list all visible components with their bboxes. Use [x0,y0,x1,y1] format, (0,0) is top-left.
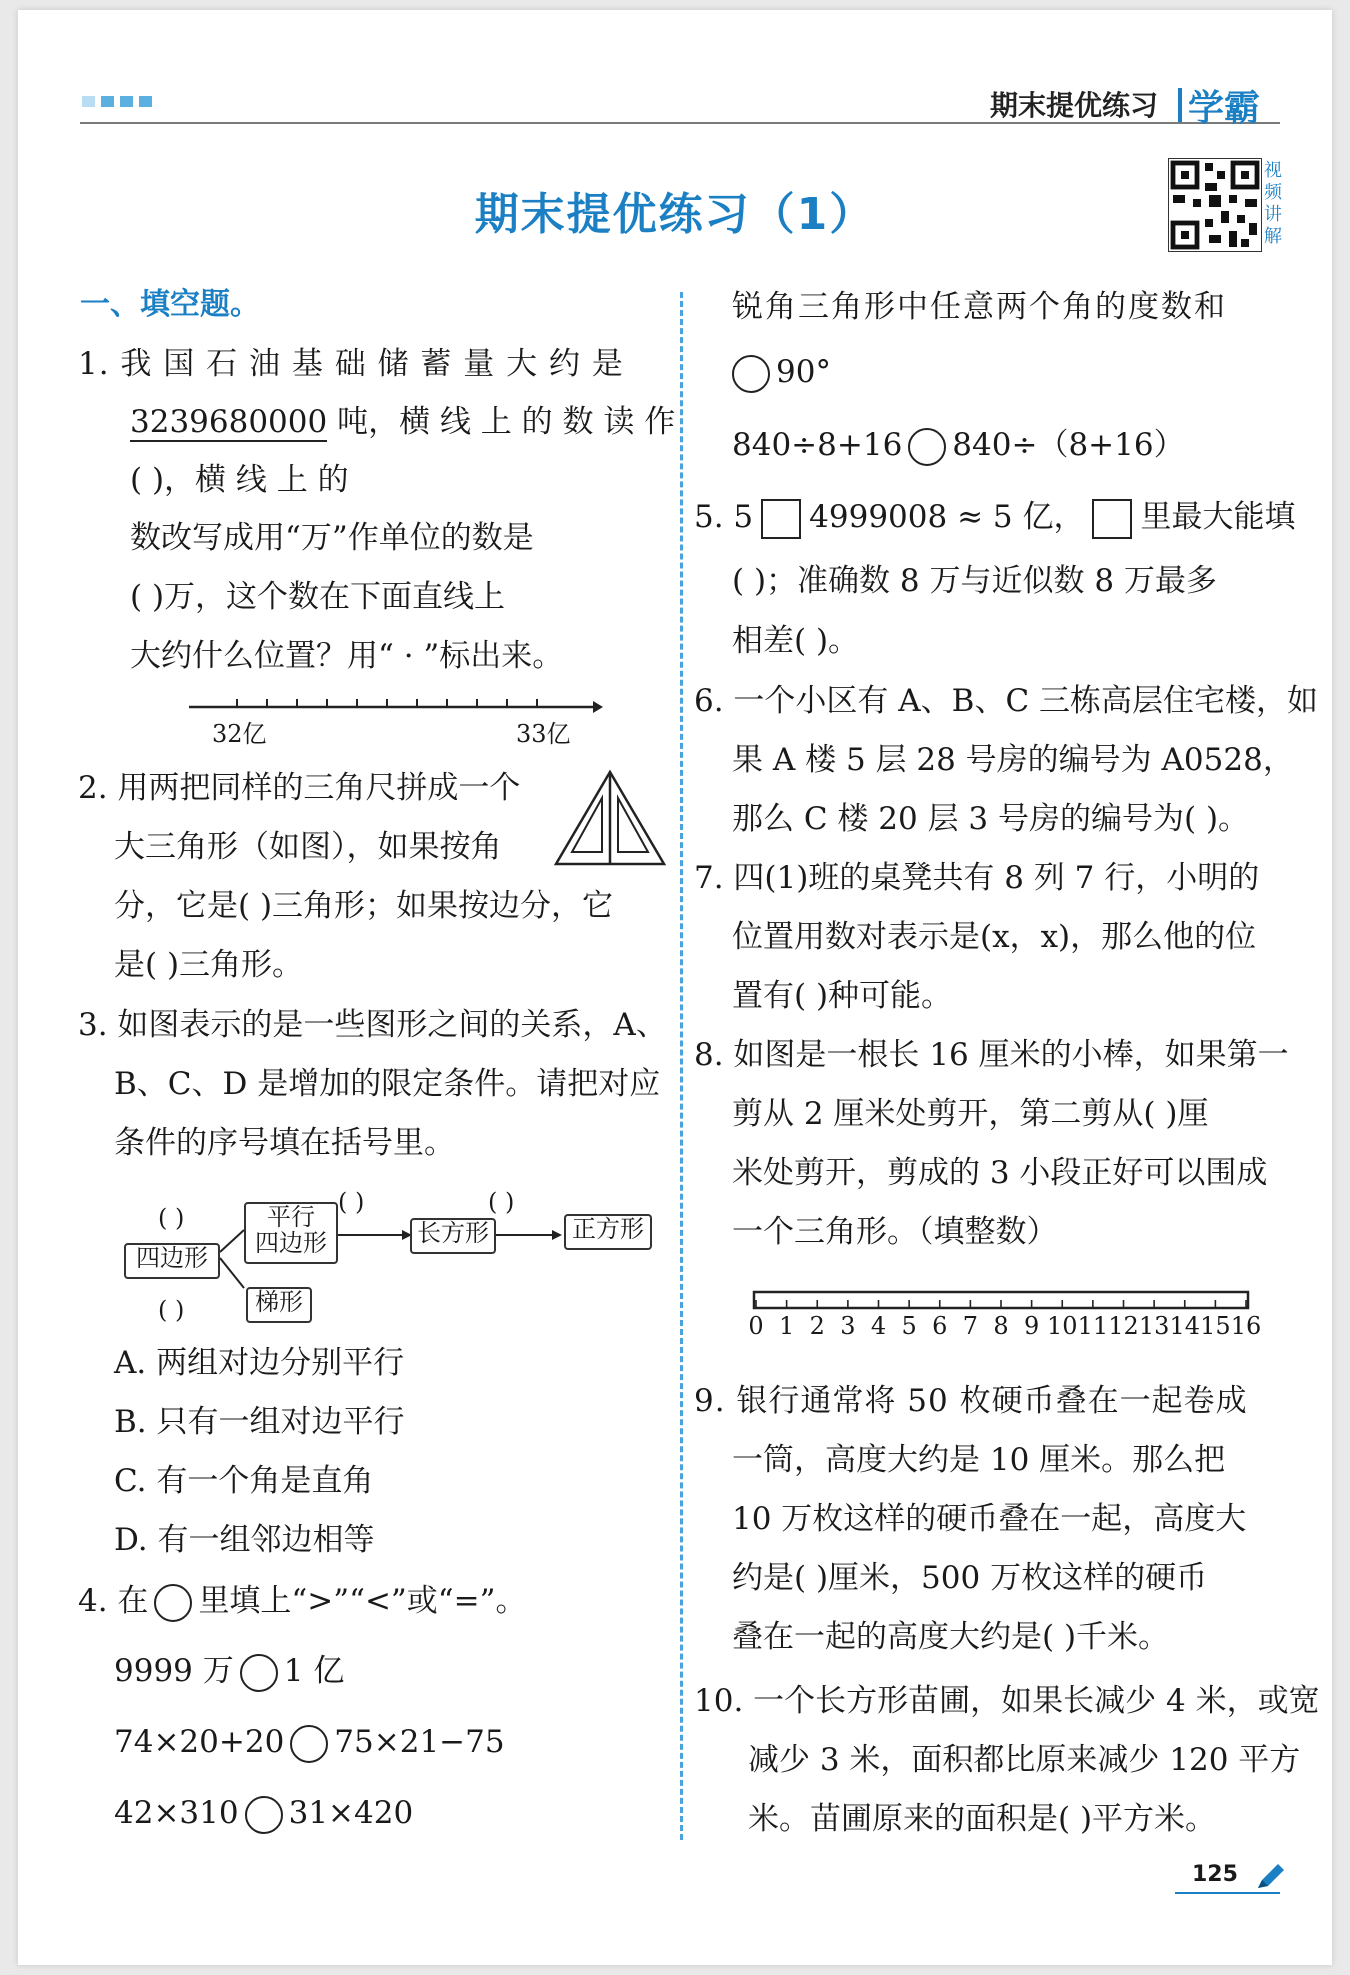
ruler-tick-label: 6 [932,1312,948,1340]
answer-circle[interactable] [290,1725,328,1763]
ruler-tick-label: 9 [1023,1312,1040,1340]
box-parallelogram-line1: 平行 [267,1203,315,1231]
q4-r3-right: 31×420 [288,1795,414,1831]
q9-line4: 约是( )厘米，500 万枚这样的硬币 [732,1560,1208,1596]
q9-line1: 9. 银行通常将 50 枚硬币叠在一起卷成 [694,1383,1248,1419]
q2-line4: 是( )三角形。 [114,947,304,983]
q8-line1: 8. 如图是一根长 16 厘米的小棒，如果第一 [694,1037,1289,1073]
ruler-tick-label: 11 [1077,1312,1109,1340]
q4-row2 [114,1722,505,1763]
q3-option-b: B. 只有一组对边平行 [114,1404,405,1440]
q4-cont-line3 [732,425,1185,466]
axis-label-right: 33亿 [516,720,571,748]
q1-line2 [130,402,675,442]
pencil-icon [1252,1862,1286,1892]
box-quadrilateral: 四边形 [124,1243,220,1279]
answer-circle[interactable] [732,355,770,393]
q4-cont-line2 [732,352,831,393]
q2-line2: 大三角形（如图），如果按角 [114,829,502,865]
answer-circle[interactable] [245,1796,283,1834]
q7-line2: 位置用数对表示是(x，x)，那么他的位 [732,919,1257,955]
q3-line2: B、C、D 是增加的限定条件。请把对应 [114,1066,661,1102]
q3-line1: 3. 如图表示的是一些图形之间的关系，A、 [78,1007,667,1043]
axis-label-left: 32亿 [212,720,267,748]
q4-suffix: 里填上“>”“<”或“=”。 [198,1583,527,1619]
q1-line2-text: 吨，横 线 上 的 数 读 作 [327,404,676,440]
q10-line1: 10. 一个长方形苗圃，如果长减少 4 米，或宽 [694,1683,1320,1719]
ruler-tick-label: 16 [1230,1312,1262,1340]
q6-line3: 那么 C 楼 20 层 3 号房的编号为( )。 [732,801,1250,837]
box-parallelogram-line2: 四边形 [255,1229,327,1257]
brand-logo: 学霸 [1188,88,1261,129]
q4-row1 [114,1651,344,1692]
q3-option-a: A. 两组对边分别平行 [114,1345,405,1381]
q1-line5: ( )万，这个数在下面直线上 [130,579,506,615]
q9-line2: 一筒，高度大约是 10 厘米。那么把 [732,1442,1226,1478]
paren-c: ( ) [488,1188,515,1216]
ruler-tick-label: 13 [1138,1312,1170,1340]
q3-line3: 条件的序号填在括号里。 [114,1125,455,1161]
q1-line3: ( )，横 线 上 的 [130,462,349,498]
q2-line1: 2. 用两把同样的三角尺拼成一个 [78,770,521,806]
q5-middle: 4999008 ≈ 5 亿， [809,499,1085,535]
ruler-tick-label: 3 [840,1312,856,1340]
q4-r2-left: 74×20+20 [114,1724,285,1760]
q9-line3: 10 万枚这样的硬币叠在一起，高度大 [732,1501,1247,1537]
q4-r1-right: 1 亿 [283,1653,345,1689]
q4-r3-left: 42×310 [114,1795,239,1831]
ruler-tick-label: 12 [1108,1312,1139,1340]
q4-row3 [114,1793,413,1834]
q4-line1 [78,1581,526,1622]
running-title: 期末提优练习 [990,89,1159,122]
q4-cont-90: 90° [776,354,831,390]
q10-line2: 减少 3 米，面积都比原来减少 120 平方 [748,1742,1301,1778]
ruler-tick-label: 15 [1200,1312,1231,1340]
box-parallelogram [244,1202,338,1264]
q6-line1: 6. 一个小区有 A、B、C 三栋高层住宅楼，如 [694,683,1319,719]
answer-circle[interactable] [908,428,946,466]
q2-line3: 分，它是( )三角形；如果按边分，它 [114,888,614,924]
q1-line4: 数改写成用“万”作单位的数是 [130,520,534,556]
q3-option-d: D. 有一组邻边相等 [114,1522,375,1558]
q1-number: 3239680000 [130,404,328,440]
qr-label: 视频讲解 [1264,160,1282,247]
ruler-tick-label: 4 [870,1312,887,1340]
box-square: 正方形 [564,1214,652,1250]
q7-line3: 置有( )种可能。 [732,978,953,1014]
page-number: 125 [1192,1862,1238,1887]
ruler-tick-label: 2 [809,1312,825,1340]
ruler-tick-label: 8 [993,1312,1009,1340]
q4-cont-left: 840÷8+16 [732,427,903,463]
q5-line2: ( )；准确数 8 万与近似数 8 万最多 [732,563,1217,599]
q9-line5: 叠在一起的高度大约是( )千米。 [732,1619,1170,1655]
q7-line1: 7. 四(1)班的桌凳共有 8 列 7 行，小明的 [694,860,1260,896]
page-number-rule [1175,1892,1280,1894]
ruler-tick-label: 7 [962,1312,979,1340]
ruler-tick-label: 14 [1169,1312,1201,1340]
q8-line3: 米处剪开，剪成的 3 小段正好可以围成 [732,1155,1268,1191]
triangle-rulers-figure [552,768,668,870]
q10-line3: 米。苗圃原来的面积是( )平方米。 [748,1801,1217,1837]
header-decoration [82,96,152,107]
q6-line2: 果 A 楼 5 层 28 号房的编号为 A0528， [732,742,1294,778]
box-rectangle: 长方形 [410,1218,496,1254]
q5-line3: 相差( )。 [732,623,860,659]
q5-line1 [694,497,1295,539]
q4-r1-left: 9999 万 [114,1653,234,1689]
ruler-tick-label: 5 [901,1312,917,1340]
q1-line6: 大约什么位置？用“ · ”标出来。 [130,638,564,674]
q4-prefix: 4. 在 [78,1583,149,1619]
q5-prefix: 5. 5 [694,499,754,535]
box-trapezoid: 梯形 [246,1287,312,1323]
qr-code-icon[interactable] [1168,158,1262,252]
ruler-tick-label: 10 [1046,1312,1078,1340]
column-divider [680,292,683,1840]
q1-line1: 1. 我 国 石 油 基 础 储 蓄 量 大 约 是 [78,346,624,382]
answer-square[interactable] [761,499,801,539]
paren-a: ( ) [158,1204,185,1232]
paren-b: ( ) [338,1188,365,1216]
paren-d: ( ) [158,1296,185,1324]
q3-option-c: C. 有一个角是直角 [114,1463,374,1499]
q4-r2-right: 75×21−75 [334,1724,505,1760]
page-title: 期末提优练习（1） [474,189,876,240]
q5-suffix: 里最大能填 [1140,499,1296,535]
q4-cont-right: 840÷（8+16） [952,427,1185,463]
answer-square[interactable] [1092,499,1132,539]
q8-line2: 剪从 2 厘米处剪开，第二剪从( )厘 [732,1096,1209,1132]
ruler-tick-label: 1 [778,1312,795,1340]
header-bar [1178,88,1182,122]
ruler-tick-label: 0 [748,1312,764,1340]
answer-circle[interactable] [240,1654,278,1692]
q4-cont-line1: 锐角三角形中任意两个角的度数和 [732,289,1227,325]
section-heading: 一、填空题。 [80,287,260,322]
answer-circle[interactable] [154,1584,192,1622]
q8-line4: 一个三角形。（填整数） [732,1214,1058,1250]
